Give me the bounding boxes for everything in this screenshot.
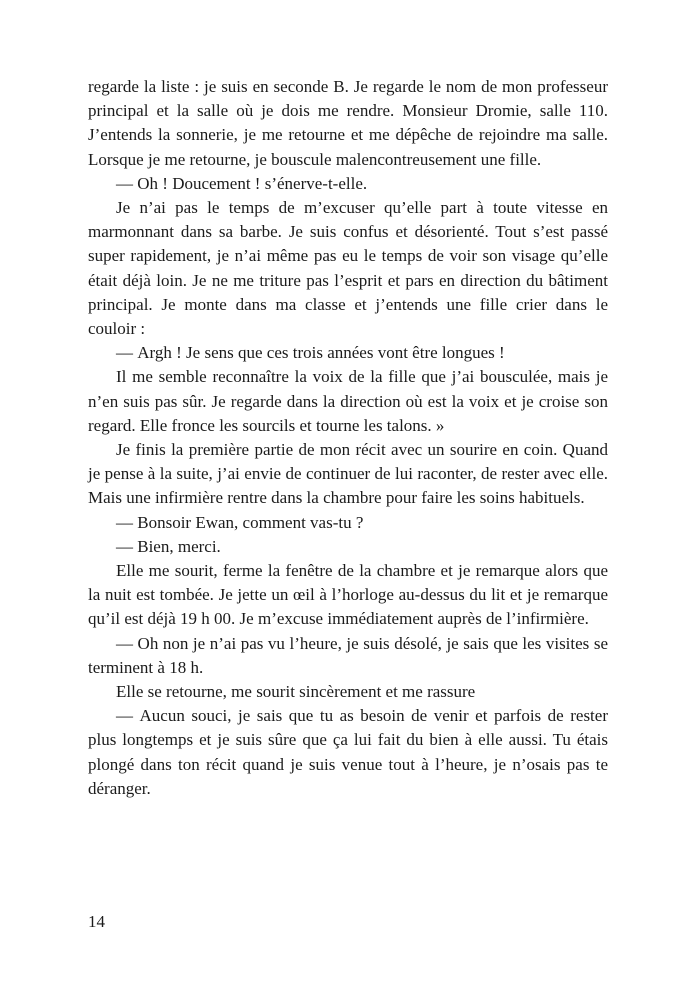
paragraph: — Bonsoir Ewan, comment vas-tu ?	[116, 512, 364, 532]
paragraph: — Oh non je n’ai pas vu l’heure, je suis désolé, je sais que les visites se terminent à 18 h.	[88, 633, 608, 677]
paragraph: Elle se retourne, me sourit sincèrement et me rassure	[116, 682, 476, 702]
paragraph: Elle me sourit, ferme la fenêtre de la chambre et je remarque alors que la nuit est tombée. Je jette un œil à l’horloge au-dessus du lit et je remarque qu’il est déjà 19 h 00. Je m’excuse immédiatement auprès de l’infirmière.	[88, 561, 608, 629]
paragraph: — Argh ! Je sens que ces trois années vont être longues !	[116, 343, 505, 363]
paragraph: Je finis la première partie de mon récit avec un sourire en coin. Quand je pense à la suite, j’ai envie de continuer de lui raconter, de rester avec elle. Mais une infirmière rentre dans la chambre pour faire les soins habituels.	[88, 440, 608, 508]
page-number: 14	[88, 912, 105, 931]
paragraph: — Aucun souci, je sais que tu as besoin de venir et parfois de rester plus longtemps et je suis sûre que ça lui fait du bien à elle aussi. Tu étais plongé dans ton récit quand je suis venue tout à l’heure, je n’osais pas te déranger.	[88, 706, 608, 798]
paragraph: Je n’ai pas le temps de m’excuser qu’elle part à toute vitesse en marmonnant dans sa barbe. Je suis confus et désorienté. Tout s’est passé super rapidement, je n’ai même pas eu le temps de voir son visage qu’elle était déjà loin. Je ne me triture pas l’esprit et pars en direction du bâtiment principal. Je monte dans ma classe et j’entends une fille crier dans le couloir :	[88, 198, 608, 339]
paragraph: Il me semble reconnaître la voix de la fille que j’ai bousculée, mais je n’en suis pas sûr. Je regarde dans la direction où est la voix et je croise son regard. Elle fronce les sourcils et tourne les talons. »	[88, 367, 608, 435]
page-body	[88, 75, 608, 801]
paragraph: — Oh ! Doucement ! s’énerve-t-elle.	[116, 173, 368, 193]
paragraph: regarde la liste : je suis en seconde B. Je regarde le nom de mon professeur principal et la salle où je dois me rendre. Monsieur Dromie, salle 110. J’entends la sonnerie, je me retourne et me dépêche de rejoindre ma salle. Lorsque je me retourne, je bouscule malencontreusement une fille.	[88, 77, 608, 169]
paragraph: — Bien, merci.	[116, 536, 221, 556]
